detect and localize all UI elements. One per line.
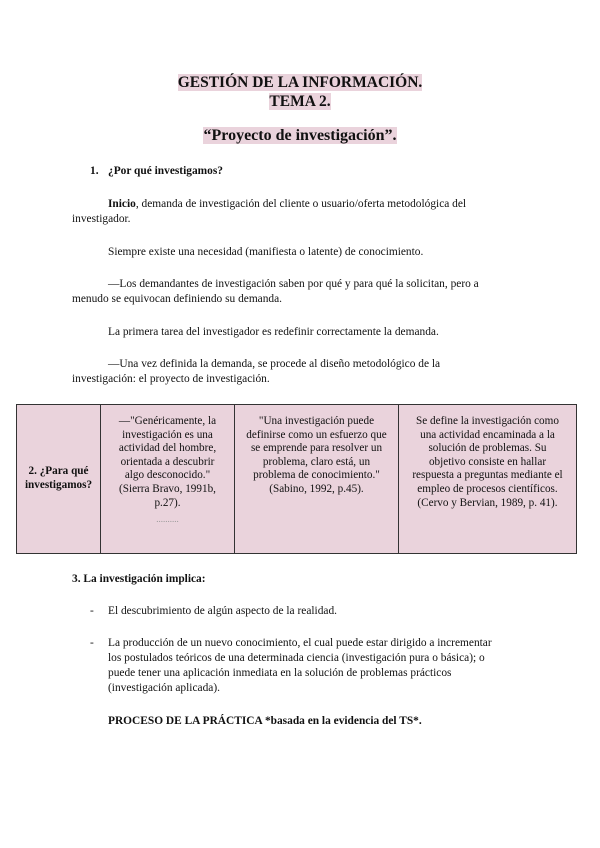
document-subtitle bbox=[0, 127, 600, 145]
paragraph-demandantes: —Los demandantes de investigación saben por qué y para qué la solicitan, pero a bbox=[108, 278, 479, 290]
inicio-text: , demanda de investigación del cliente o usuario/oferta metodológica del bbox=[135, 198, 467, 210]
implica-item-2-line3: puede tener una aplicación inmediata en la solución de problemas prácticos bbox=[108, 667, 452, 679]
document-title bbox=[0, 74, 600, 92]
col2-line: se emprende para resolver un bbox=[250, 442, 383, 455]
implica-item-2-line4: (investigación aplicada). bbox=[108, 682, 220, 694]
subtitle-text: “Proyecto de investigación”. bbox=[203, 127, 397, 144]
definition-cell-sierra bbox=[101, 405, 235, 554]
section3-heading: 3. La investigación implica: bbox=[72, 573, 206, 585]
table-header-line1: 2. ¿Para qué bbox=[28, 465, 89, 478]
table-row bbox=[17, 405, 577, 554]
col3-line: una actividad encaminada a la bbox=[420, 428, 555, 441]
title-line-2: TEMA 2. bbox=[269, 93, 331, 110]
section1-number: 1. bbox=[90, 165, 99, 177]
implica-item-1: El descubrimiento de algún aspecto de la realidad. bbox=[108, 605, 337, 617]
col3-line: objetivo consiste en hallar bbox=[428, 455, 547, 468]
paragraph-necesidad: Siempre existe una necesidad (manifiesta o latente) de conocimiento. bbox=[108, 246, 424, 258]
definition-cell-cervo bbox=[399, 405, 577, 554]
col2-line: "Una investigación puede bbox=[258, 415, 375, 427]
col1-line: —"Genéricamente, la bbox=[118, 415, 217, 427]
paragraph-demandantes-line2: menudo se equivocan definiendo su demanda. bbox=[72, 293, 283, 305]
col2-line: problema, claro está, un bbox=[262, 455, 371, 468]
paragraph-diseno-line2: investigación: el proyecto de investigación. bbox=[72, 373, 270, 385]
col1-line: (Sierra Bravo, 1991b, bbox=[119, 482, 216, 495]
col1-line: actividad del hombre, bbox=[118, 442, 217, 455]
col1-line: orientada a descubrir bbox=[120, 455, 215, 468]
bullet-2: - bbox=[90, 637, 94, 649]
col3-line: empleo de procesos científicos. bbox=[417, 482, 558, 495]
col1-dots: .......... bbox=[156, 514, 179, 525]
title-line-1: GESTIÓN DE LA INFORMACIÓN. bbox=[177, 74, 423, 91]
col1-line: p.27). bbox=[154, 496, 181, 509]
col3-line: respuesta a preguntas mediante el bbox=[412, 469, 563, 482]
bullet-1: - bbox=[90, 605, 94, 617]
process-heading: PROCESO DE LA PRÁCTICA *basada en la evidencia del TS*. bbox=[108, 715, 422, 727]
implica-item-2-line2: los postulados teóricos de una determinada ciencia (investigación pura o básica); o bbox=[108, 652, 485, 664]
section1-heading: ¿Por qué investigamos? bbox=[108, 165, 223, 177]
table-header-cell bbox=[17, 405, 101, 554]
inicio-bold: Inicio bbox=[108, 198, 136, 210]
col1-line: investigación es una bbox=[122, 428, 213, 441]
implica-item-2-line1: La producción de un nuevo conocimiento, el cual puede estar dirigido a incrementar bbox=[108, 637, 492, 649]
col2-line: definirse como un esfuerzo que bbox=[246, 428, 387, 441]
paragraph-primera-tarea: La primera tarea del investigador es redefinir correctamente la demanda. bbox=[108, 326, 439, 338]
col1-line: algo desconocido." bbox=[124, 469, 211, 482]
document-title-2 bbox=[0, 93, 600, 111]
definitions-table bbox=[16, 404, 577, 554]
col3-line: (Cervo y Bervian, 1989, p. 41). bbox=[417, 496, 558, 509]
col3-line: solución de problemas. Su bbox=[428, 442, 547, 455]
col2-line: (Sabino, 1992, p.45). bbox=[269, 482, 364, 495]
col2-line: problema de conocimiento." bbox=[253, 469, 380, 482]
paragraph-inicio bbox=[108, 197, 466, 212]
table-header-line2: investigamos? bbox=[24, 479, 93, 491]
paragraph-inicio-line2: investigador. bbox=[72, 213, 131, 225]
definition-cell-sabino bbox=[235, 405, 399, 554]
paragraph-diseno: —Una vez definida la demanda, se procede al diseño metodológico de la bbox=[108, 358, 441, 370]
col3-line: Se define la investigación como bbox=[416, 415, 559, 427]
